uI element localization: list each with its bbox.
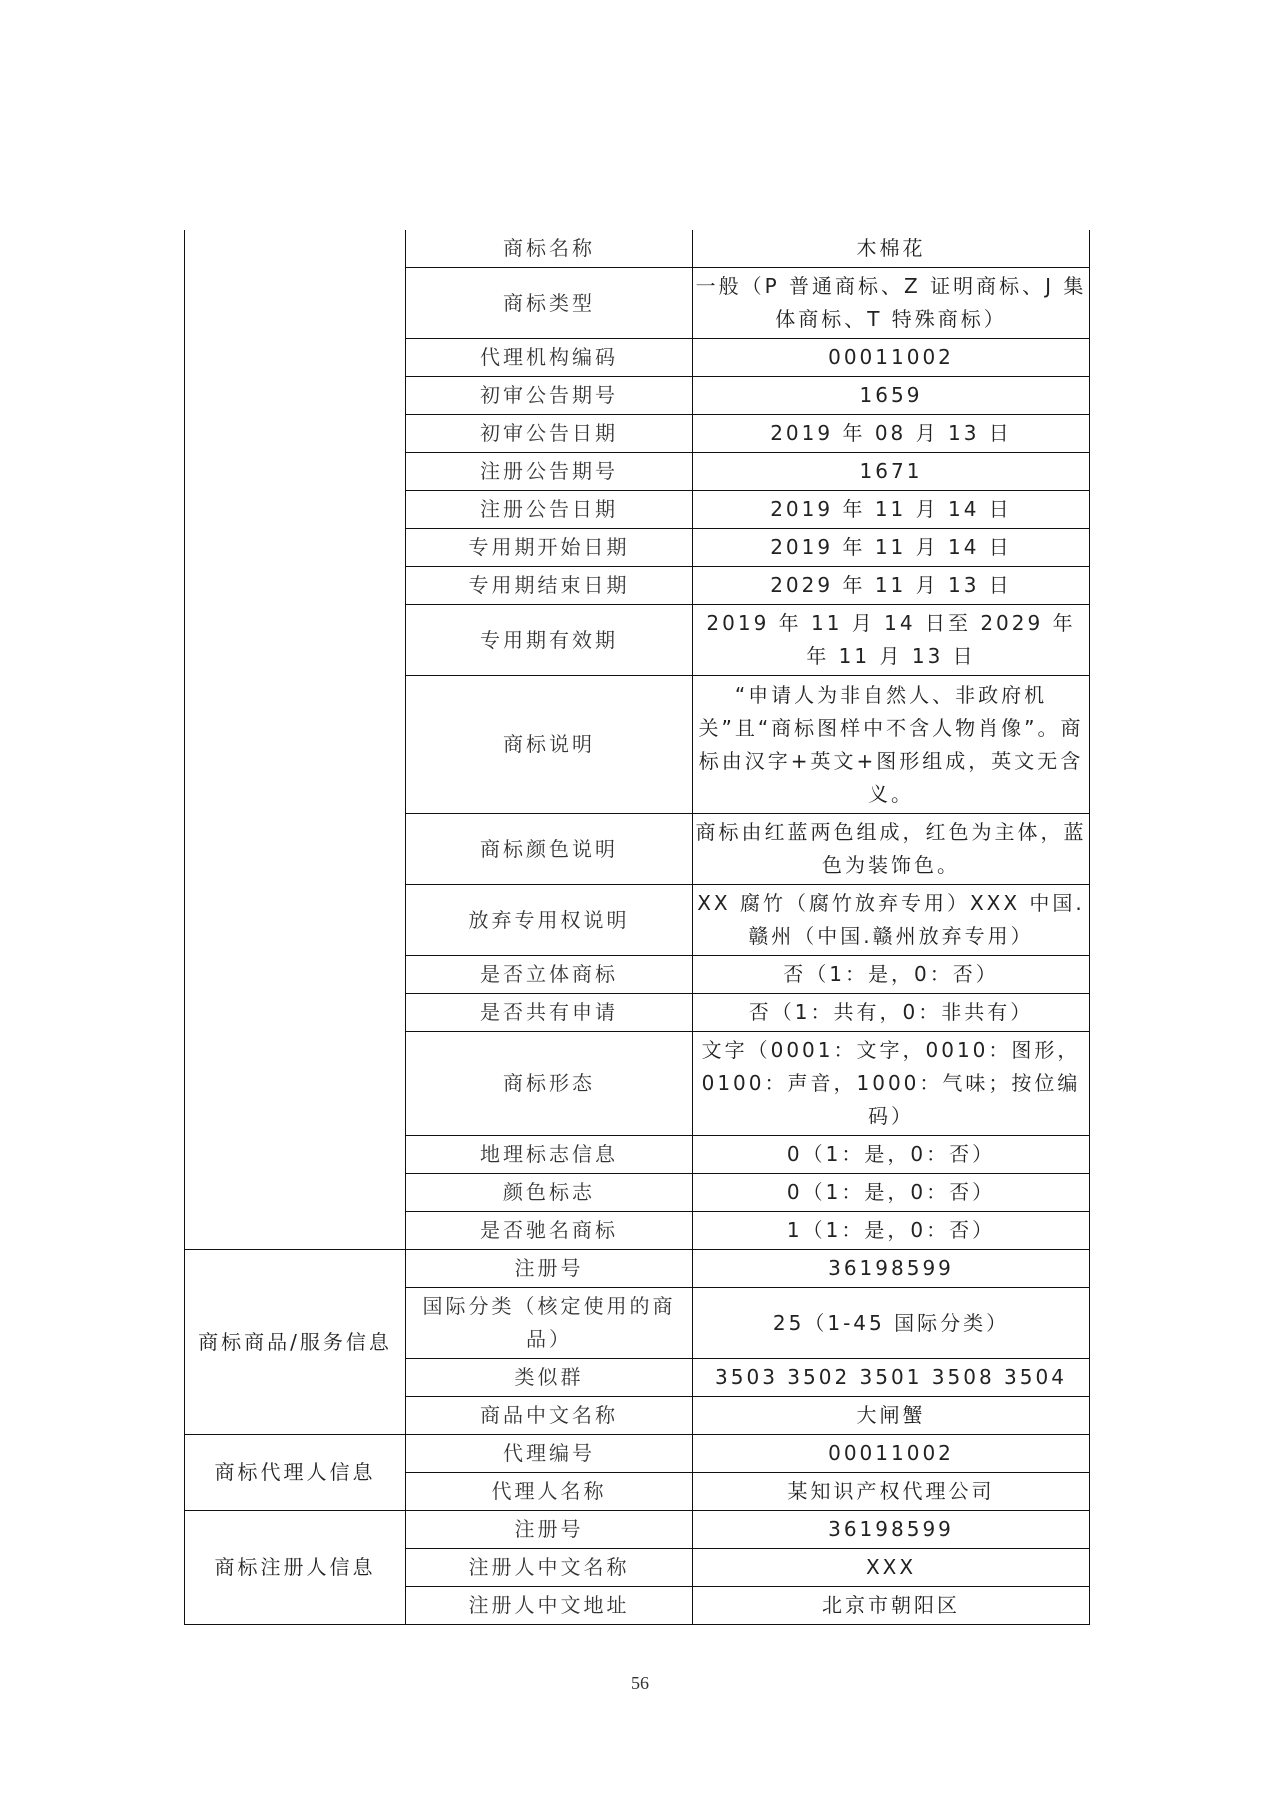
field-value: 否（1：共有，0：非共有）	[693, 994, 1090, 1032]
field-value: 0（1：是，0：否）	[693, 1174, 1090, 1212]
field-value: 36198599	[693, 1511, 1090, 1549]
field-label: 初审公告期号	[406, 377, 693, 415]
field-value: 2019 年 11 月 14 日	[693, 529, 1090, 567]
field-value: 文字（0001：文字，0010：图形，0100：声音，1000：气味；按位编码）	[693, 1032, 1090, 1136]
field-value: 商标由红蓝两色组成，红色为主体，蓝色为装饰色。	[693, 814, 1090, 885]
field-value: 1659	[693, 377, 1090, 415]
field-value: 木棉花	[693, 230, 1090, 268]
field-value: 00011002	[693, 1435, 1090, 1473]
field-value: 1671	[693, 453, 1090, 491]
field-label: 商标类型	[406, 268, 693, 339]
field-value: “申请人为非自然人、非政府机关”且“商标图样中不含人物肖像”。商标由汉字+英文+图形组成，英文无含义。	[693, 676, 1090, 814]
field-label: 商标颜色说明	[406, 814, 693, 885]
field-label: 初审公告日期	[406, 415, 693, 453]
field-value: 某知识产权代理公司	[693, 1473, 1090, 1511]
field-label: 颜色标志	[406, 1174, 693, 1212]
field-value: 大闸蟹	[693, 1397, 1090, 1435]
field-value: 25（1-45 国际分类）	[693, 1288, 1090, 1359]
field-label: 是否驰名商标	[406, 1212, 693, 1250]
field-label: 注册人中文地址	[406, 1587, 693, 1625]
field-label: 商品中文名称	[406, 1397, 693, 1435]
field-label: 注册号	[406, 1511, 693, 1549]
field-label: 是否共有申请	[406, 994, 693, 1032]
field-value: 2019 年 11 月 14 日至 2029 年年 11 月 13 日	[693, 605, 1090, 676]
agent-group-title: 商标代理人信息	[185, 1435, 406, 1511]
field-label: 专用期有效期	[406, 605, 693, 676]
field-label: 注册号	[406, 1250, 693, 1288]
trademark-info-table	[184, 230, 1090, 1625]
field-value: 3503 3502 3501 3508 3504	[693, 1359, 1090, 1397]
field-value: 一般（P 普通商标、Z 证明商标、J 集体商标、T 特殊商标）	[693, 268, 1090, 339]
field-value: XX 腐竹（腐竹放弃专用）XXX 中国.赣州（中国.赣州放弃专用）	[693, 885, 1090, 956]
field-label: 注册公告期号	[406, 453, 693, 491]
field-value: 2029 年 11 月 13 日	[693, 567, 1090, 605]
field-value: 否（1：是，0：否）	[693, 956, 1090, 994]
field-label: 放弃专用权说明	[406, 885, 693, 956]
field-label: 商标说明	[406, 676, 693, 814]
field-value: XXX	[693, 1549, 1090, 1587]
field-value: 36198599	[693, 1250, 1090, 1288]
registrant-group-title: 商标注册人信息	[185, 1511, 406, 1625]
field-label: 商标名称	[406, 230, 693, 268]
field-value: 2019 年 08 月 13 日	[693, 415, 1090, 453]
field-label: 注册人中文名称	[406, 1549, 693, 1587]
field-value: 0（1：是，0：否）	[693, 1136, 1090, 1174]
field-label: 代理人名称	[406, 1473, 693, 1511]
table-row	[185, 230, 1090, 268]
field-label: 注册公告日期	[406, 491, 693, 529]
goods-group-title: 商标商品/服务信息	[185, 1250, 406, 1435]
trademark-basic-group-cell	[185, 230, 406, 1250]
field-label: 地理标志信息	[406, 1136, 693, 1174]
field-label: 商标形态	[406, 1032, 693, 1136]
field-value: 00011002	[693, 339, 1090, 377]
field-label: 代理机构编码	[406, 339, 693, 377]
table-row	[185, 1435, 1090, 1473]
field-label: 类似群	[406, 1359, 693, 1397]
field-value: 1（1：是，0：否）	[693, 1212, 1090, 1250]
field-label: 是否立体商标	[406, 956, 693, 994]
table-row	[185, 1250, 1090, 1288]
page-number: 56	[631, 1673, 649, 1693]
table-row	[185, 1511, 1090, 1549]
field-label: 专用期开始日期	[406, 529, 693, 567]
field-value: 2019 年 11 月 14 日	[693, 491, 1090, 529]
field-label: 代理编号	[406, 1435, 693, 1473]
field-label: 专用期结束日期	[406, 567, 693, 605]
field-label: 国际分类（核定使用的商品）	[406, 1288, 693, 1359]
field-value: 北京市朝阳区	[693, 1587, 1090, 1625]
